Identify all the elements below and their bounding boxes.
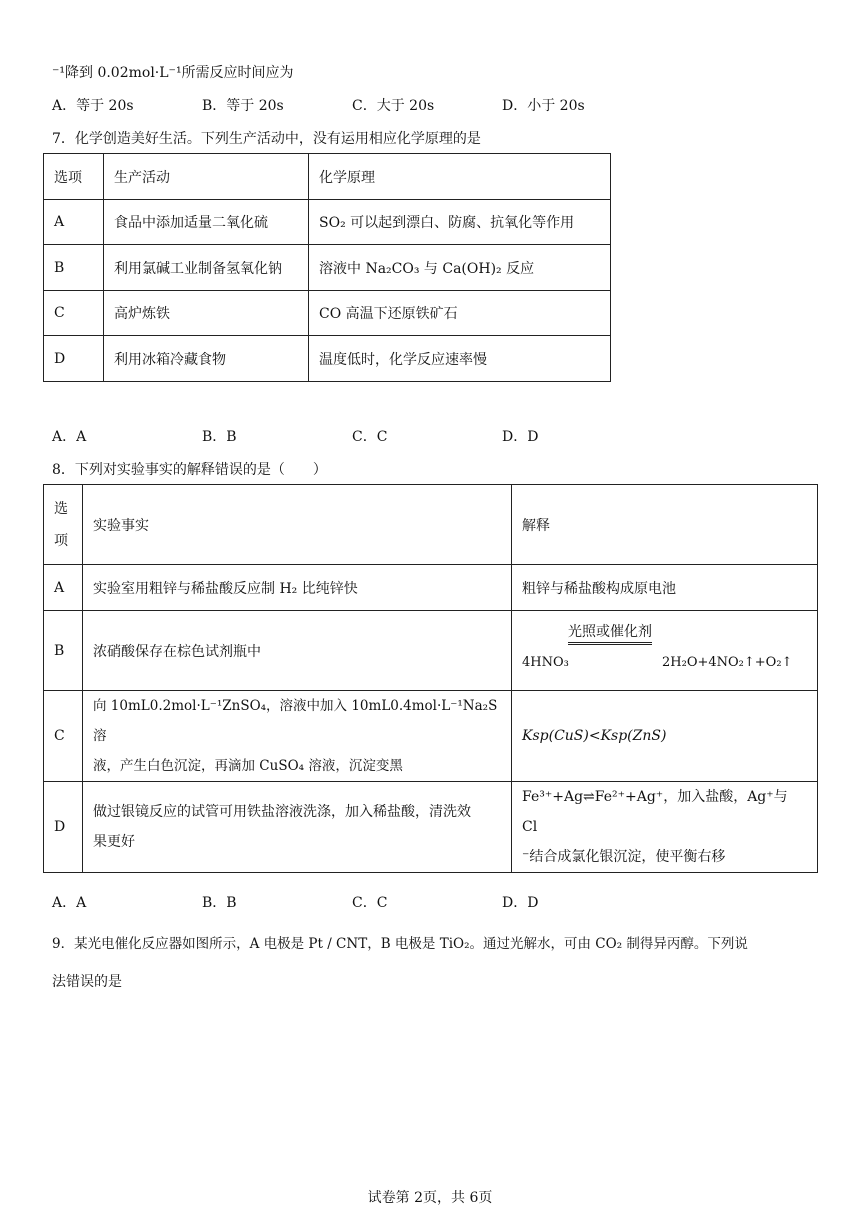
q7-option-d[interactable]: D．D [502, 429, 539, 445]
table-row [44, 782, 818, 873]
q8-row-explanation [512, 611, 818, 691]
q8-row-option: D [44, 782, 83, 873]
q7-row-option: A [44, 200, 104, 245]
q9-stem-line1: 9．某光电催化反应器如图所示，A 电极是 Pt / CNT，B 电极是 TiO₂。通过光解水，可由 CO₂ 制得异丙醇。下列说 [52, 936, 748, 952]
table-row [44, 291, 611, 336]
q7-row-activity: 食品中添加适量二氧化硫 [104, 200, 309, 245]
q7-header-row [44, 154, 611, 200]
q8-row-fact: 向 10mL0.2mol·L⁻¹ZnSO₄，溶液中加入 10mL0.4mol·L⁻¹Na₂S 溶 液，产生白色沉淀，再滴加 CuSO₄ 溶液，沉淀变黑 [83, 691, 512, 782]
q8-row-option: C [44, 691, 83, 782]
q8-table [43, 484, 818, 873]
q8-row-option: B [44, 611, 83, 691]
q8-header-option: 选 项 [44, 485, 83, 565]
q8-row-explanation: 粗锌与稀盐酸构成原电池 [512, 565, 818, 611]
q9-stem-line2: 法错误的是 [52, 974, 122, 990]
q7-option-a[interactable]: A．A [52, 429, 87, 445]
q8-header-row [44, 485, 818, 565]
q8-row-explanation: Ksp(CuS)<Ksp(ZnS) [512, 691, 818, 782]
q8-row-fact: 实验室用粗锌与稀盐酸反应制 H₂ 比纯锌快 [83, 565, 512, 611]
q7-header-activity: 生产活动 [104, 154, 309, 200]
reaction-condition: 光照或催化剂 [568, 621, 652, 645]
q8-option-c[interactable]: C．C [352, 895, 388, 911]
q8-options [52, 892, 752, 912]
q7-row-option: D [44, 336, 104, 382]
q7-table [43, 153, 611, 382]
q7-row-principle: 溶液中 Na₂CO₃ 与 Ca(OH)₂ 反应 [309, 245, 611, 291]
table-row [44, 565, 818, 611]
q7-row-principle: 温度低时，化学反应速率慢 [309, 336, 611, 382]
q6-options [52, 95, 752, 115]
table-row [44, 336, 611, 382]
q7-header-principle: 化学原理 [309, 154, 611, 200]
q8-row-explanation: Fe³⁺+Ag⇌Fe²⁺+Ag⁺，加入盐酸，Ag⁺与 Cl ⁻结合成氯化银沉淀，使平衡右移 [512, 782, 818, 873]
q7-options [52, 426, 752, 446]
q7-stem: 7．化学创造美好生活。下列生产活动中，没有运用相应化学原理的是 [52, 131, 481, 147]
q7-row-option: B [44, 245, 104, 291]
q8-row-option: A [44, 565, 83, 611]
q7-row-principle: SO₂ 可以起到漂白、防腐、抗氧化等作用 [309, 200, 611, 245]
q7-row-activity: 高炉炼铁 [104, 291, 309, 336]
q6-option-b[interactable]: B．等于 20s [202, 98, 284, 114]
reaction-product: 2H₂O+4NO₂↑+O₂↑ [662, 655, 793, 670]
q8-option-a[interactable]: A．A [52, 895, 87, 911]
q7-row-option: C [44, 291, 104, 336]
table-row [44, 691, 818, 782]
q8-stem: 8．下列对实验事实的解释错误的是（ ） [52, 462, 327, 478]
q6-option-c[interactable]: C．大于 20s [352, 98, 435, 114]
q7-row-activity: 利用冰箱冷藏食物 [104, 336, 309, 382]
q6-option-d[interactable]: D．小于 20s [502, 98, 585, 114]
q7-option-c[interactable]: C．C [352, 429, 388, 445]
q7-row-activity: 利用氯碱工业制备氢氧化钠 [104, 245, 309, 291]
q8-row-fact: 做过银镜反应的试管可用铁盐溶液洗涤，加入稀盐酸，清洗效 果更好 [83, 782, 512, 873]
q8-option-b[interactable]: B．B [202, 895, 237, 911]
q6-option-a[interactable]: A．等于 20s [52, 98, 134, 114]
table-row [44, 200, 611, 245]
q8-row-fact: 浓硝酸保存在棕色试剂瓶中 [83, 611, 512, 691]
table-row [44, 611, 818, 691]
q7-row-principle: CO 高温下还原铁矿石 [309, 291, 611, 336]
q8-header-explanation: 解释 [512, 485, 818, 565]
q7-header-option: 选项 [44, 154, 104, 200]
q7-option-b[interactable]: B．B [202, 429, 237, 445]
page-footer: 试卷第 2页，共 6页 [367, 1190, 493, 1206]
q8-header-fact: 实验事实 [83, 485, 512, 565]
q6-stem-tail: ⁻¹降到 0.02mol·L⁻¹所需反应时间应为 [52, 65, 294, 81]
q8-option-d[interactable]: D．D [502, 895, 539, 911]
reaction-reactant: 4HNO₃ [522, 655, 569, 670]
table-row [44, 245, 611, 291]
